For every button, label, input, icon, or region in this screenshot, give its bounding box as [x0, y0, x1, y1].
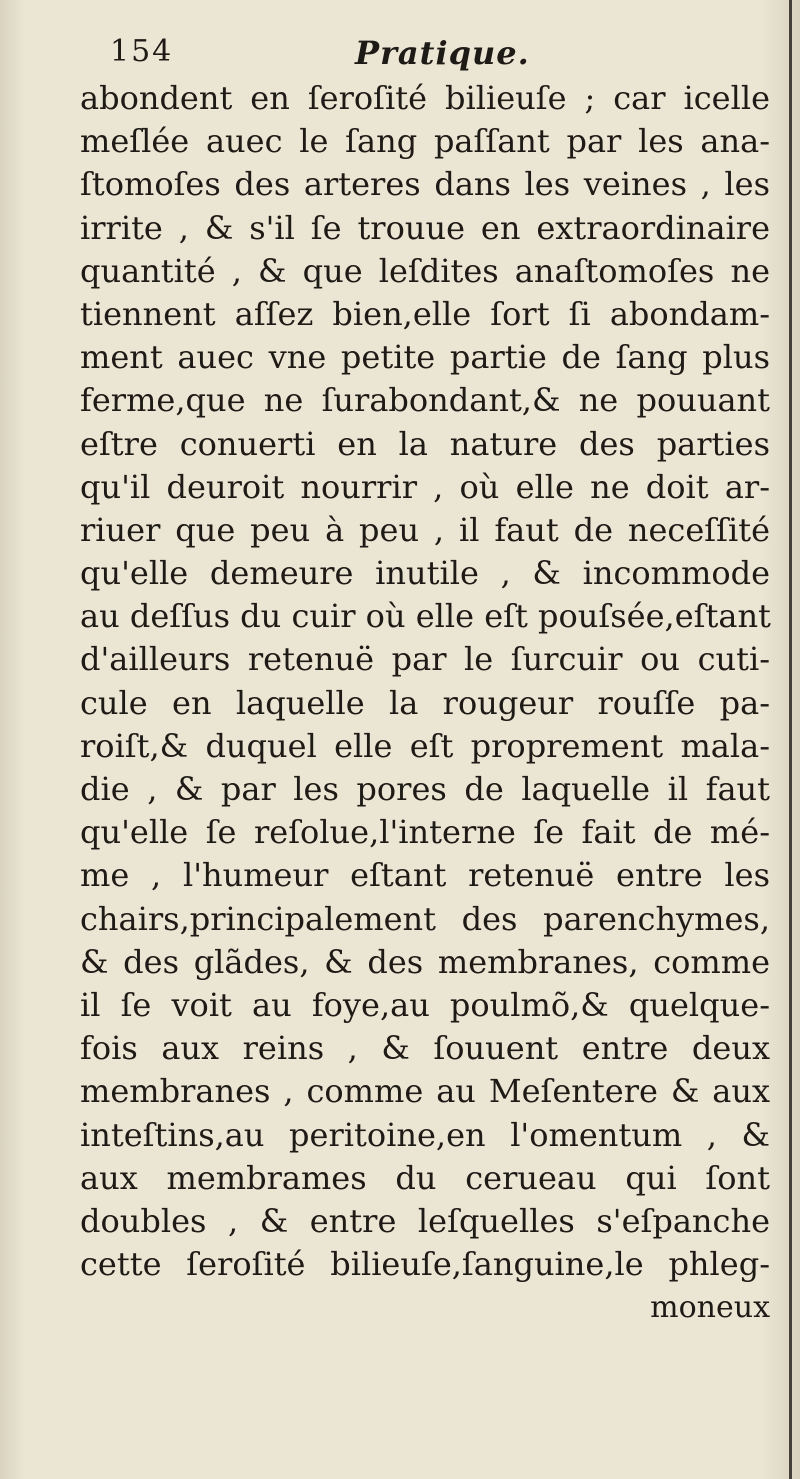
text-line: roiſt,& duquel elle eſt proprement mala-: [80, 726, 770, 765]
text-line: tiennent aſſez bien,elle ſort ſi abondam-: [80, 294, 770, 333]
text-line: ment auec vne petite partie de ſang plus: [80, 338, 770, 377]
text-line: membranes , comme au Meſentere & aux: [80, 1072, 770, 1111]
text-line: qu'elle ſe reſolue,l'interne ſe fait de mé-: [80, 813, 770, 852]
gutter-shadow: [0, 0, 26, 1479]
text-line: aux membrames du cerueau qui ſont: [80, 1158, 770, 1197]
text-line: au deſſus du cuir où elle eſt pouſsée,eſtant: [80, 597, 771, 636]
page-number: 154: [110, 34, 174, 69]
text-line: chairs,principalement des parenchymes,: [80, 899, 770, 938]
text-line: ferme,que ne ſurabondant,& ne pouuant: [80, 381, 770, 420]
text-line: d'ailleurs retenuë par le ſurcuir ou cuti-: [80, 640, 770, 679]
text-line: doubles , & entre leſquelles s'eſpanche: [80, 1201, 770, 1240]
text-line: qu'elle demeure inutile , & incommode: [80, 554, 770, 593]
text-line: cette ſeroſité bilieuſe,ſanguine,le phleg-: [80, 1245, 770, 1284]
text-line: ſtomoſes des arteres dans les veines , les: [80, 165, 770, 204]
text-line: die , & par les pores de laquelle il faut: [80, 770, 770, 808]
text-line: il ſe voit au foye,au poulmõ,& quelque-: [80, 985, 770, 1024]
body-text: [80, 77, 770, 1329]
page-edge-line: [789, 0, 792, 1479]
catchword: moneux: [650, 1290, 770, 1326]
running-head: Pratique.: [355, 34, 530, 72]
text-line: irrite , & s'il ſe trouue en extraordinaire: [80, 208, 770, 247]
text-line: qu'il deuroit nourrir , où elle ne doit ar-: [80, 467, 770, 506]
text-line: cule en laquelle la rougeur rouſſe pa-: [80, 683, 770, 722]
text-line: me , l'humeur eſtant retenuë entre les: [80, 856, 770, 895]
text-line: riuer que peu à peu , il faut de neceſſité: [80, 510, 770, 549]
text-line: abondent en ſeroſité bilieuſe ; car icelle: [80, 79, 770, 117]
text-line: eſtre conuerti en la nature des parties: [80, 424, 770, 463]
text-line: inteſtins,au peritoine,en l'omentum , &: [80, 1115, 770, 1154]
text-line: & des glãdes, & des membranes, comme: [80, 942, 770, 981]
text-line: quantité , & que leſdites anaſtomoſes ne: [80, 251, 770, 290]
text-line: meſlée auec le ſang paſſant par les ana-: [80, 122, 770, 161]
text-line: fois aux reins , & ſouuent entre deux: [80, 1029, 770, 1068]
